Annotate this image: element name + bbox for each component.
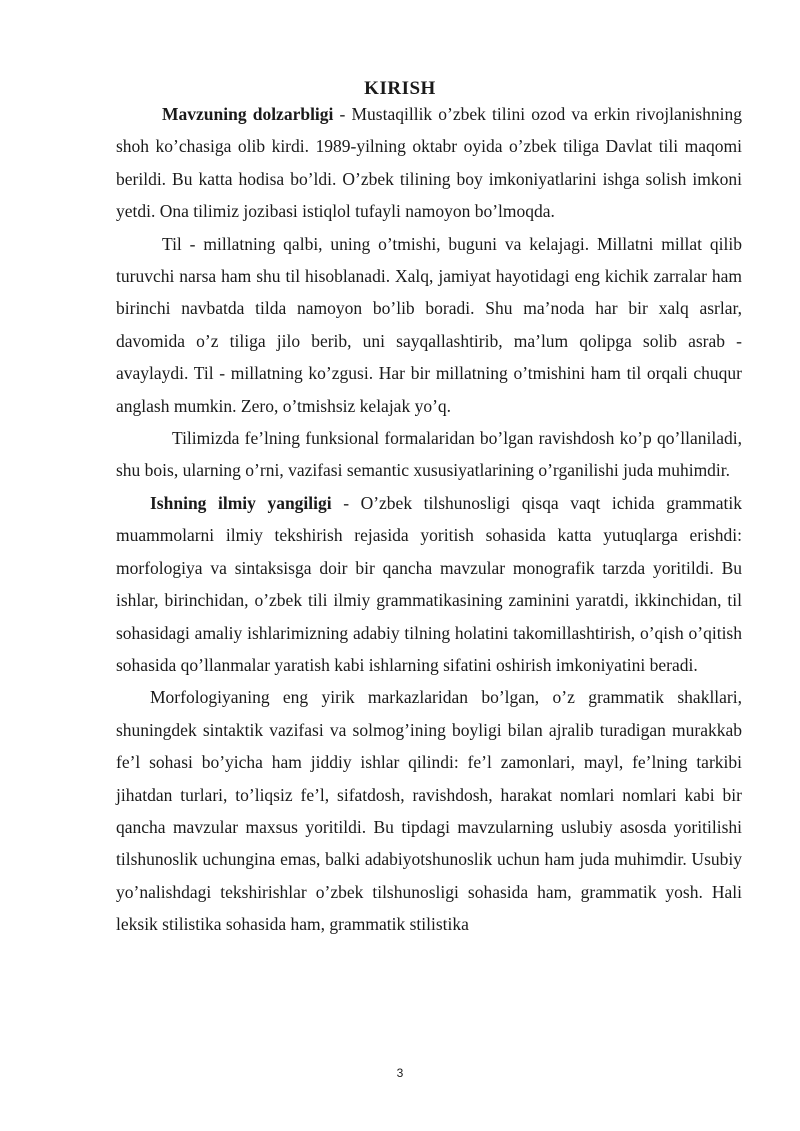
paragraph-text: - Mustaqillik o’zbek tilini ozod va erkin rivojlanishning shoh ko’chasiga olib kirdi. 1989-yilning oktabr oyida o’zbek tiliga Davlat tili maqomi berildi. Bu katta hodisa bo’ldi. O’zbek tilining boy imkoniyatlarini ishga solish imkoni yetdi. Ona tilimiz jozibasi istiqlol tufayli namoyon bo’lmoqda. bbox=[116, 104, 743, 222]
paragraph-language bbox=[116, 228, 742, 422]
page-number: 3 bbox=[396, 1066, 404, 1080]
paragraph-lead: Ishning ilmiy yangiligi bbox=[150, 492, 332, 513]
paragraph-adverbial-participle bbox=[116, 422, 742, 487]
paragraph-novelty bbox=[116, 487, 742, 681]
paragraph-morphology bbox=[116, 681, 742, 940]
paragraph-text: Tilimizda fe’lning funksional formalaridan bo’lgan ravishdosh ko’p qo’llaniladi, shu bois, ularning o’rni, vazifasi semantic xususiyatlarining o’rganilishi juda muhimdir. bbox=[116, 428, 742, 481]
paragraph-text: Til - millatning qalbi, uning o’tmishi, buguni va kelajagi. Millatni millat qilib turuvchi narsa ham shu til hisoblanadi. Xalq, jamiyat hayotidagi eng kichik zarralar ham birinchi navbatda tilda namoyon bo’lib boradi. Shu ma’noda har bir xalq asrlar, davomida o’z tiliga jilo berib, uni sayqallashtirib, ma’lum qolipga solib asrab - avaylaydi. Til - millatning ko’zgusi. Har bir millatning o’tmishini ham til orqali chuqur anglash mumkin. Zero, o’tmishsiz kelajak yo’q. bbox=[116, 233, 742, 416]
paragraph-lead: Mavzuning dolzarbligi bbox=[162, 104, 334, 124]
paragraph-text: Morfologiyaning eng yirik markazlaridan bo’lgan, o’z grammatik shakllari, shuningdek sintaktik vazifasi va solmog’ining boyligi bilan ajralib turadigan murakkab fe’l sohasi bo’yicha ham jiddiy ishlar qilindi: fe’l zamonlari, mayl, fe’lning tarkibi jihatdan turlari, to’liqsiz fe’l, sifatdosh, ravishdosh, harakat nomlari nomlari kabi bir qancha mavzular maxsus yoritildi. Bu tipdagi mavzularning uslubiy asosda yoritilishi tilshunoslik uchungina emas, balki adabiyotshunoslik uchun ham juda muhimdir. Usubiy yo’nalishdagi tekshirishlar o’zbek tilshunosligi sohasida ham, grammatik yosh. Hali leksik stilistika sohasida ham, grammatik stilistika bbox=[116, 687, 742, 935]
body-text bbox=[116, 98, 742, 941]
paragraph-text: - O’zbek tilshunosligi qisqa vaqt ichida grammatik muammolarni ilmiy tekshirish rejasida yoritish sohasida katta yutuqlarga erishdi: morfologiya va sintaksisga doir bir qancha mavzular monografik tarzda yoritildi. Bu ishlar, birinchidan, o’zbek tili ilmiy grammatikasining zaminini yaratdi, ikkinchidan, til sohasidagi amaliy ishlarimizning adabiy tilning holatini takomillashtirish, o’qish o’qitish sohasida qo’llanmalar yaratish kabi ishlarning sifatini oshirish imkoniyatini beradi. bbox=[116, 492, 743, 675]
page-title: KIRISH bbox=[364, 78, 436, 99]
paragraph-relevance bbox=[116, 98, 742, 228]
